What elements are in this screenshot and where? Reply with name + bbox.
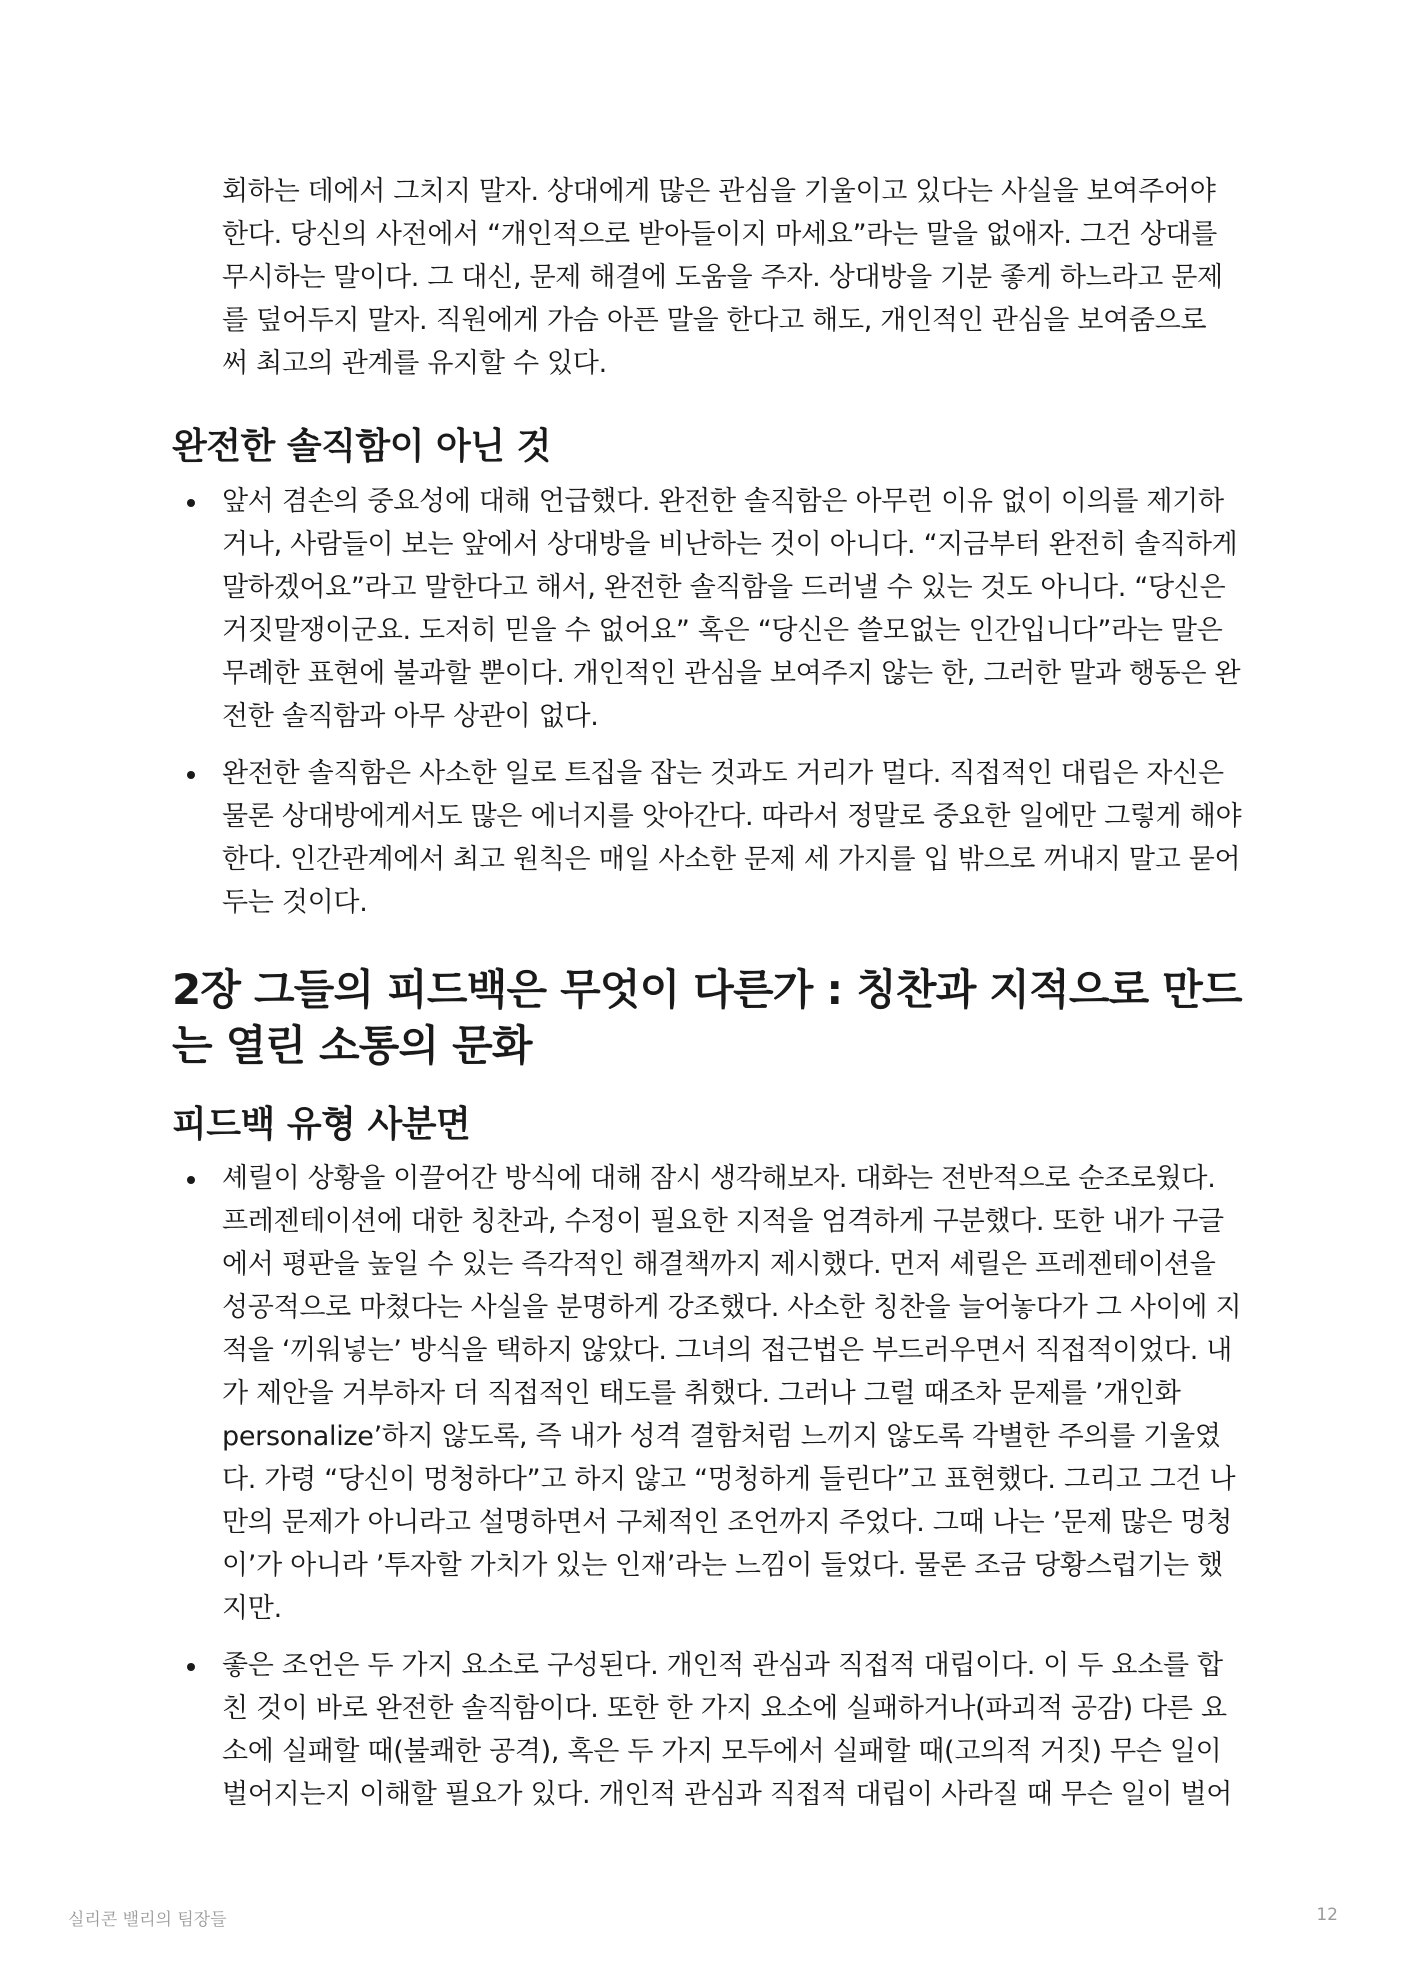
bullet-icon xyxy=(187,771,195,779)
bullet-icon xyxy=(187,1663,195,1671)
footer-book-title: 실리콘 밸리의 팀장들 xyxy=(68,1910,227,1930)
intro-paragraph: 회하는 데에서 그치지 말자. 상대에게 많은 관심을 기울이고 있다는 사실을 보여주어야 한다. 당신의 사전에서 “개인적으로 받아들이지 마세요”라는 말을 없애자. 그건 상대를 무시하는 말이다. 그 대신, 문제 해결에 도움을 주자. 상대방을 기분 좋게 하느라고 문제를 덮어두지 말자. 직원에게 가슴 아픈 말을 한다고 해도, 개인적인 관심을 보여줌으로써 최고의 관계를 유지할 수 있다. xyxy=(222,176,1223,379)
section2-bullet-list xyxy=(172,1157,1242,1830)
bullet-icon xyxy=(187,499,195,507)
section1-bullet-list xyxy=(172,480,1242,938)
section-heading-feedback-quadrant: 피드백 유형 사분면 xyxy=(172,1104,471,1145)
list-item xyxy=(172,1157,1242,1630)
list-item-text: 좋은 조언은 두 가지 요소로 구성된다. 개인적 관심과 직접적 대립이다. 이 두 요소를 합친 것이 바로 완전한 솔직함이다. 또한 한 가지 요소에 실패하거나(파괴적 공감) 다른 요소에 실패할 때(불쾌한 공격), 혹은 두 가지 모두에서 실패할 때(고의적 거짓) 무슨 일이 벌어지는지 이해할 필요가 있다. 개인적 관심과 직접적 대립이 사라질 때 무슨 일이 벌어 xyxy=(222,1650,1233,1810)
chapter-title: 2장 그들의 피드백은 무엇이 다른가 : 칭찬과 지적으로 만드는 열린 소통의 문화 xyxy=(172,965,1242,1070)
list-item xyxy=(172,480,1242,738)
footer-page-number: 12 xyxy=(1316,1905,1338,1925)
list-item xyxy=(172,752,1242,924)
list-item-text: 셰릴이 상황을 이끌어간 방식에 대해 잠시 생각해보자. 대화는 전반적으로 순조로웠다. 프레젠테이션에 대한 칭찬과, 수정이 필요한 지적을 엄격하게 구분했다. 또한 내가 구글에서 평판을 높일 수 있는 즉각적인 해결책까지 제시했다. 먼저 셰릴은 프레젠테이션을 성공적으로 마쳤다는 사실을 분명하게 강조했다. 사소한 칭찬을 늘어놓다가 그 사이에 지적을 ‘끼워넣는’ 방식을 택하지 않았다. 그녀의 접근법은 부드러우면서 직접적이었다. 내가 제안을 거부하자 더 직접적인 태도를 취했다. 그러나 그럴 때조차 문제를 ’개인화personalize’하지 않도록, 즉 내가 성격 결함처럼 느끼지 않도록 각별한 주의를 기울였다. 가령 “당신이 멍청하다”고 하지 않고 “멍청하게 들린다”고 표현했다. 그리고 그건 나만의 문제가 아니라고 설명하면서 구체적인 조언까지 주었다. 그때 나는 ’문제 많은 멍청이’가 아니라 ’투자할 가치가 있는 인재’라는 느낌이 들었다. 물론 조금 당황스럽기는 했지만. xyxy=(222,1163,1242,1624)
list-item-text: 앞서 겸손의 중요성에 대해 언급했다. 완전한 솔직함은 아무런 이유 없이 이의를 제기하거나, 사람들이 보는 앞에서 상대방을 비난하는 것이 아니다. “지금부터 완전히 솔직하게 말하겠어요”라고 말한다고 해서, 완전한 솔직함을 드러낼 수 있는 것도 아니다. “당신은 거짓말쟁이군요. 도저히 믿을 수 없어요” 혹은 “당신은 쓸모없는 인간입니다”라는 말은 무례한 표현에 불과할 뿐이다. 개인적인 관심을 보여주지 않는 한, 그러한 말과 행동은 완전한 솔직함과 아무 상관이 없다. xyxy=(222,486,1241,732)
list-item-text: 완전한 솔직함은 사소한 일로 트집을 잡는 것과도 거리가 멀다. 직접적인 대립은 자신은 물론 상대방에게서도 많은 에너지를 앗아간다. 따라서 정말로 중요한 일에만 그렇게 해야 한다. 인간관계에서 최고 원칙은 매일 사소한 문제 세 가지를 입 밖으로 꺼내지 말고 묻어두는 것이다. xyxy=(222,758,1242,918)
section-heading-not-radical-candor: 완전한 솔직함이 아닌 것 xyxy=(172,426,551,467)
bullet-icon xyxy=(187,1176,195,1184)
list-item xyxy=(172,1644,1242,1816)
